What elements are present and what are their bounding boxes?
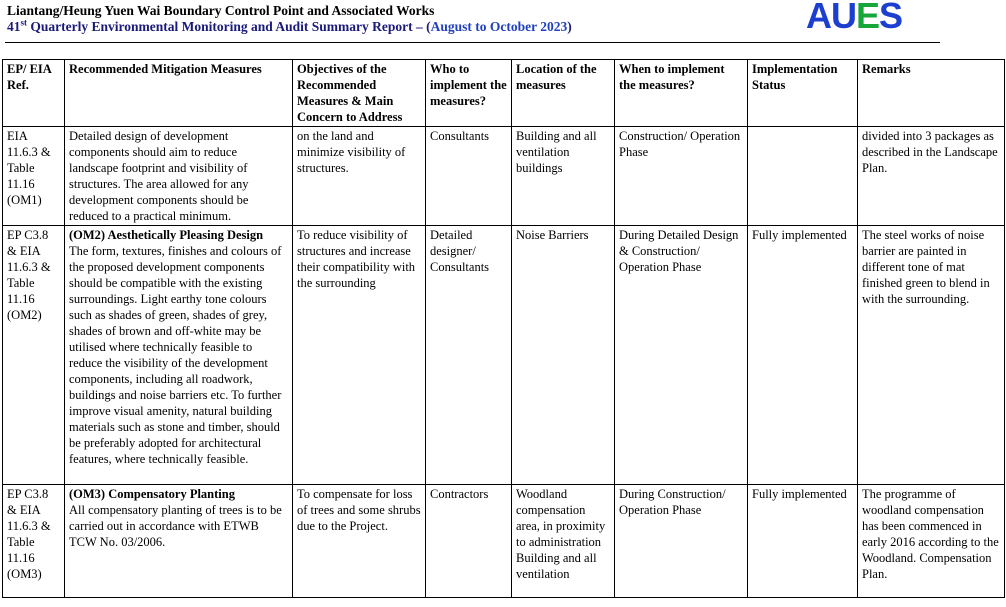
cell-remarks: divided into 3 packages as described in the Landscape Plan. xyxy=(858,127,1005,226)
cell-objective: on the land and minimize visibility of structures. xyxy=(293,127,426,226)
mitigation-measures-table xyxy=(2,59,1005,598)
report-number-suffix: st xyxy=(20,17,27,28)
table-row xyxy=(3,485,1005,598)
cell-ref: EP C3.8 & EIA 11.6.3 & Table 11.16 (OM2) xyxy=(3,226,65,485)
col-header-objectives: Objectives of the Recommended Measures & Main Concern to Address xyxy=(293,60,426,127)
cell-ref: EP C3.8 & EIA 11.6.3 & Table 11.16 (OM3) xyxy=(3,485,65,598)
cell-measure xyxy=(65,226,293,485)
cell-location: Noise Barriers xyxy=(512,226,615,485)
cell-remarks: The programme of woodland compensation has been commenced in early 2016 according to the Woodland. Compensation Plan. xyxy=(858,485,1005,598)
col-header-ref: EP/ EIA Ref. xyxy=(3,60,65,127)
cell-measure-text: All compensatory planting of trees is to be carried out in accordance with ETWB TCW No. 03/2006. xyxy=(69,503,282,549)
header-divider xyxy=(5,42,940,43)
cell-who: Contractors xyxy=(426,485,512,598)
table-header-row xyxy=(3,60,1005,127)
col-header-when: When to implement the measures? xyxy=(615,60,748,127)
cell-location: Building and all ventilation buildings xyxy=(512,127,615,226)
report-header xyxy=(7,3,572,35)
cell-who: Detailed designer/ Consultants xyxy=(426,226,512,485)
aues-logo: AUES xyxy=(806,0,903,36)
cell-objective: To reduce visibility of structures and increase their compatibility with the surrounding xyxy=(293,226,426,485)
col-header-location: Location of the measures xyxy=(512,60,615,127)
cell-measure-title: (OM2) Aesthetically Pleasing Design xyxy=(69,228,264,242)
col-header-who: Who to implement the measures? xyxy=(426,60,512,127)
report-title-end: ) xyxy=(567,19,572,34)
col-header-remarks: Remarks xyxy=(858,60,1005,127)
cell-measure-title: (OM3) Compensatory Planting xyxy=(69,487,235,501)
report-title-line2 xyxy=(7,19,572,35)
cell-objective: To compensate for loss of trees and some shrubs due to the Project. xyxy=(293,485,426,598)
report-number: 41 xyxy=(7,19,21,34)
col-header-measures: Recommended Mitigation Measures xyxy=(65,60,293,127)
cell-ref: EIA 11.6.3 & Table 11.16 (OM1) xyxy=(3,127,65,226)
cell-status: Fully implemented xyxy=(748,485,858,598)
cell-when: Construction/ Operation Phase xyxy=(615,127,748,226)
cell-measure-text: The form, textures, finishes and colours of the proposed development components should be compatible with the existing surroundings. Light earthy tone colours such as shades of green, shades of grey, shades of brown and off-white may be utilised where technically feasible to reduce the visibility of the development components, including all roadwork, buildings and noise barriers etc. To further improve visual amenity, natural building materials such as stone and timber, should be preferably adopted for architectural features, where technically feasible. xyxy=(69,244,282,466)
cell-who: Consultants xyxy=(426,127,512,226)
col-header-status: Implementation Status xyxy=(748,60,858,127)
cell-measure-text: Detailed design of development components should aim to reduce landscape footprint and visibility of structures. The area allowed for any development components should be reduced to a practical minimum. xyxy=(69,129,249,223)
cell-remarks: The steel works of noise barrier are painted in different tone of mat finished green to blend in with the surrounding. xyxy=(858,226,1005,485)
cell-status xyxy=(748,127,858,226)
report-title-text: Quarterly Environmental Monitoring and Audit Summary Report – ( xyxy=(27,19,431,34)
cell-when: During Construction/ Operation Phase xyxy=(615,485,748,598)
cell-status: Fully implemented xyxy=(748,226,858,485)
cell-measure xyxy=(65,127,293,226)
report-period: August to October 2023 xyxy=(430,19,568,34)
table-row xyxy=(3,127,1005,226)
cell-when: During Detailed Design & Construction/ Operation Phase xyxy=(615,226,748,485)
cell-location: Woodland compensation area, in proximity to administration Building and all ventilation xyxy=(512,485,615,598)
cell-measure xyxy=(65,485,293,598)
report-title-line1: Liantang/Heung Yuen Wai Boundary Control Point and Associated Works xyxy=(7,3,435,18)
table-row xyxy=(3,226,1005,485)
